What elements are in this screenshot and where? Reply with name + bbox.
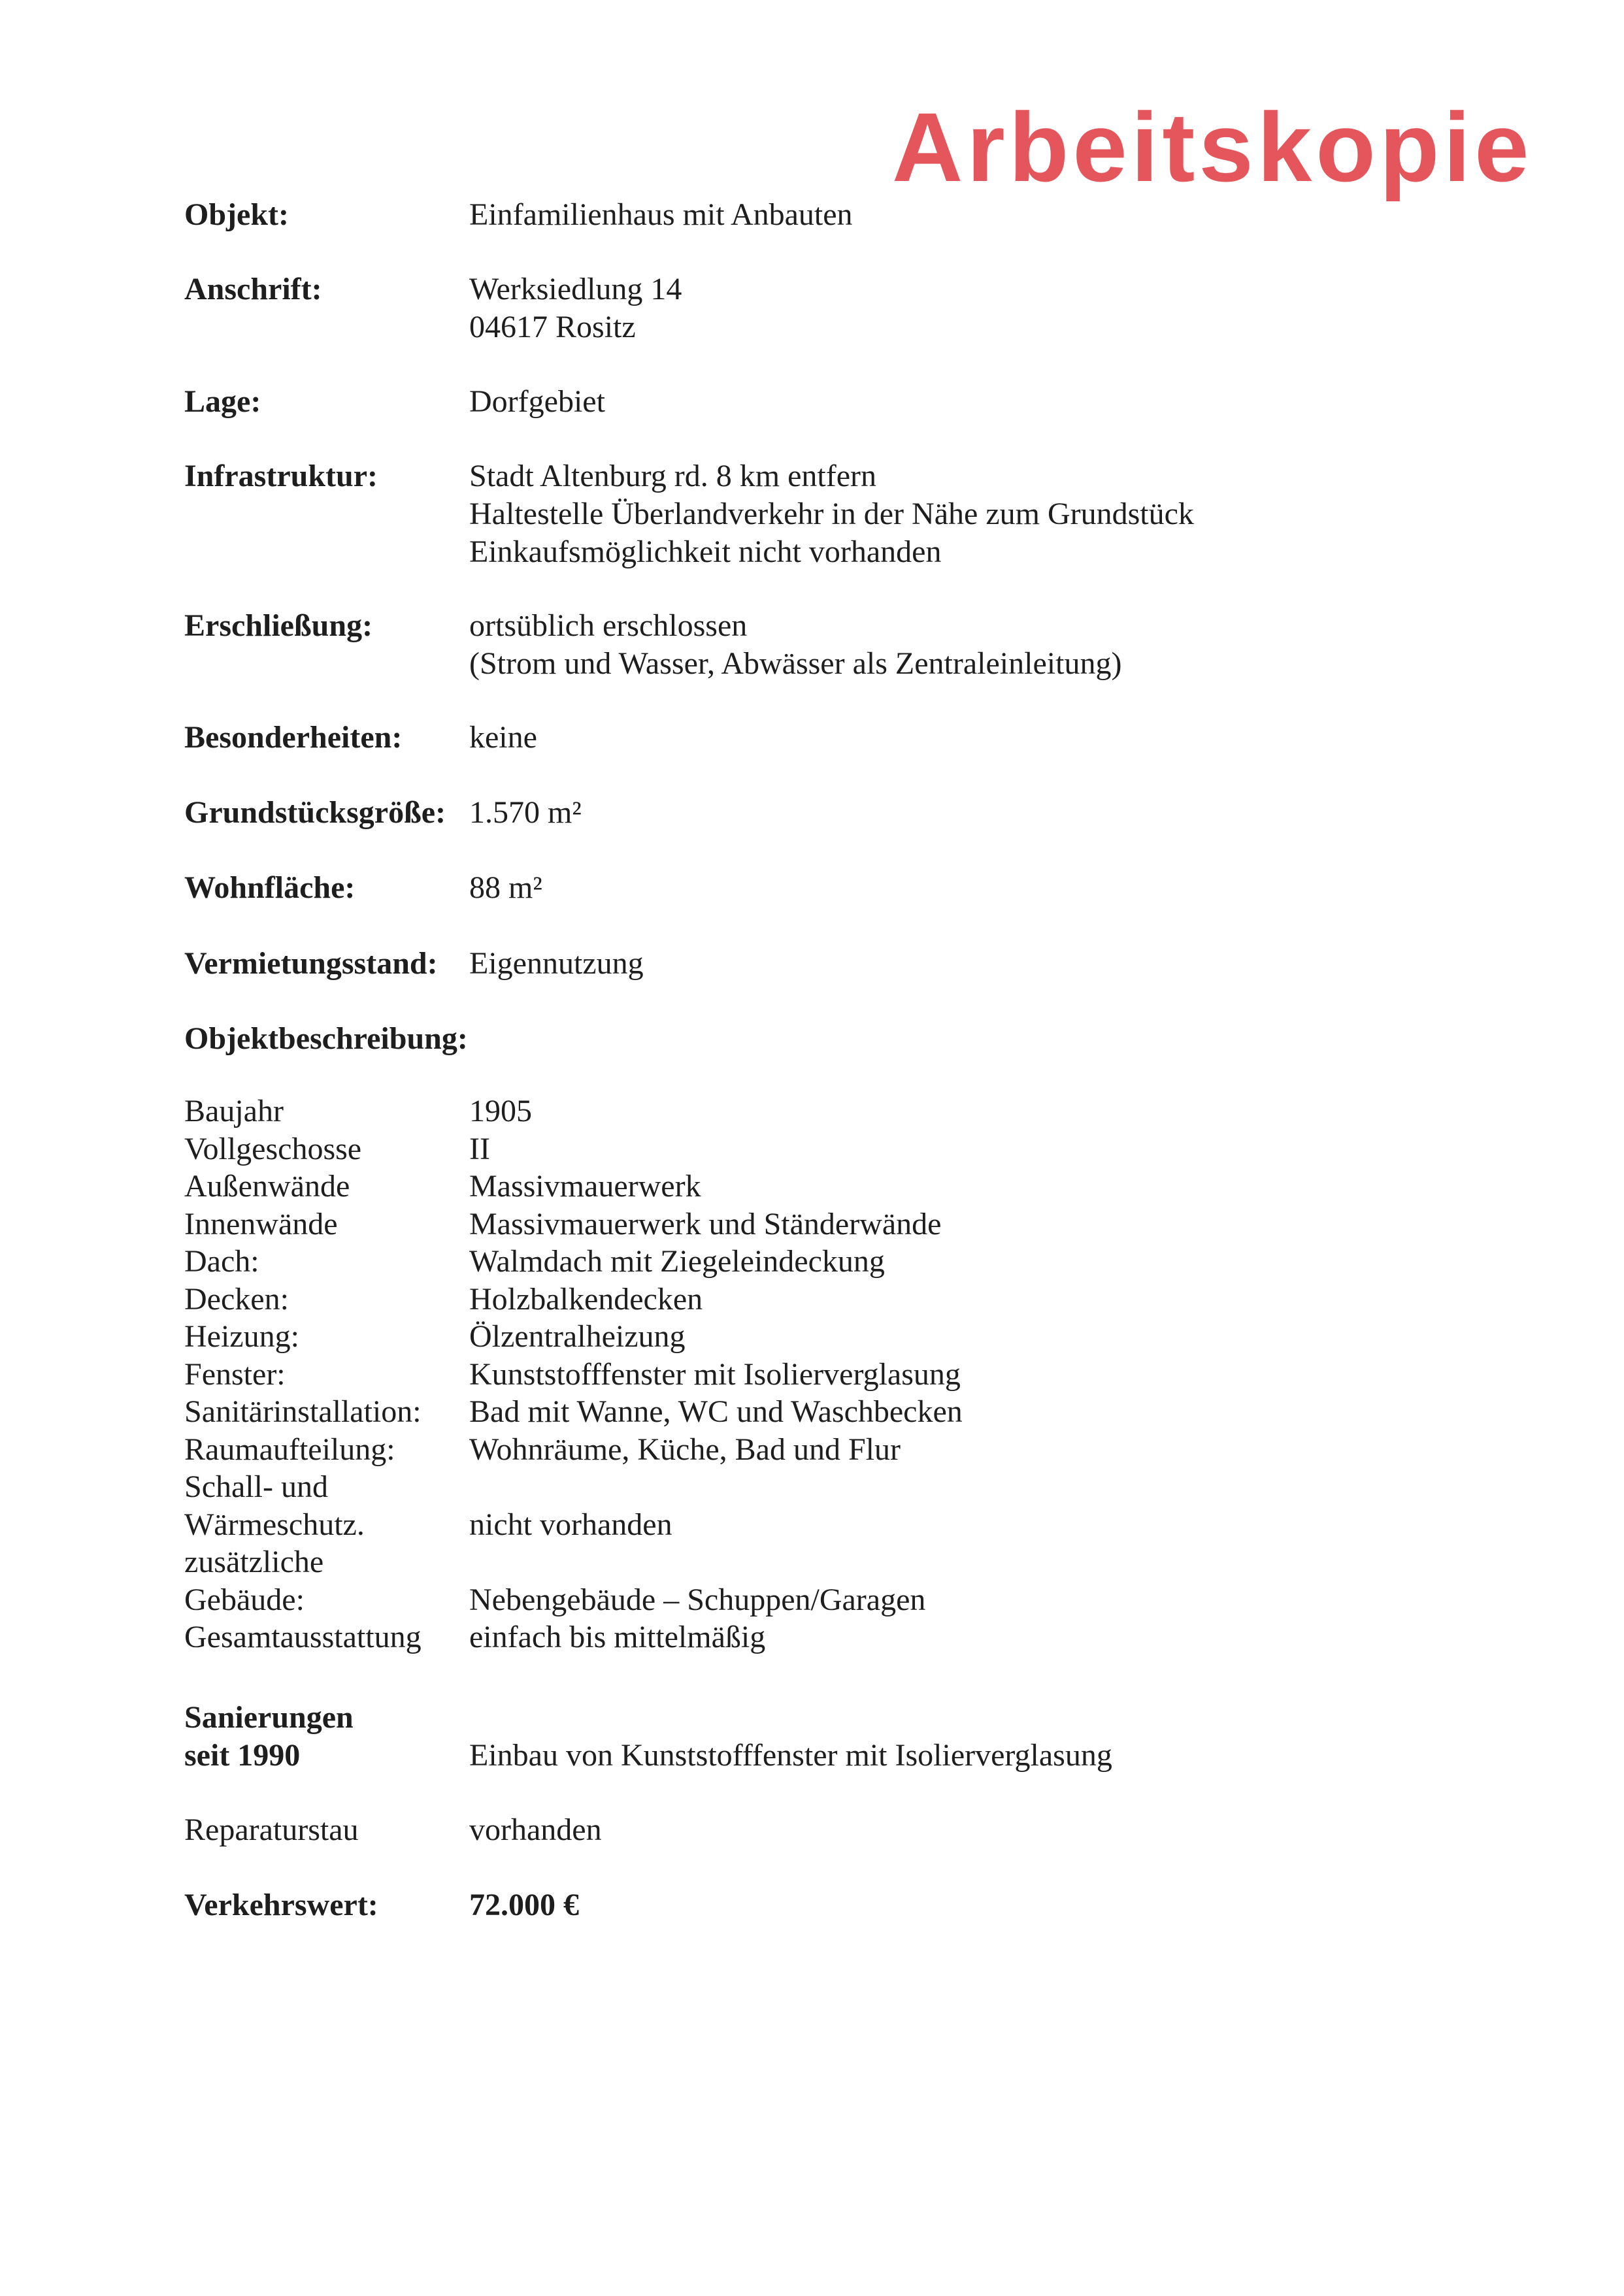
value-line: vorhanden xyxy=(469,1812,602,1847)
value-line: Haltestelle Überlandverkehr in der Nähe zum Grundstück xyxy=(469,497,1194,531)
item-value: 1905 xyxy=(469,1094,532,1128)
label-line: Sanierungen xyxy=(184,1700,354,1735)
field-label: Lage: xyxy=(184,384,261,419)
value-line: Eigennutzung xyxy=(469,946,644,981)
field-label: Infrastruktur: xyxy=(184,459,378,493)
item-label: Vollgeschosse xyxy=(184,1131,362,1166)
item-label: Decken: xyxy=(184,1281,289,1317)
field-value xyxy=(469,196,853,234)
field-label xyxy=(184,1699,354,1775)
value-line: 1.570 m² xyxy=(469,795,582,830)
value-line: Einkaufsmöglichkeit nicht vorhanden xyxy=(469,534,942,569)
value-line: 88 m² xyxy=(469,870,542,905)
value-line: Dorfgebiet xyxy=(469,384,605,419)
item-label: Heizung: xyxy=(184,1319,299,1354)
field-value xyxy=(469,271,682,346)
value-line: (Strom und Wasser, Abwässer als Zentraleinleitung) xyxy=(469,646,1122,681)
item-label: Sanitärinstallation: xyxy=(184,1394,422,1429)
item-value: II xyxy=(469,1131,490,1166)
item-value: Bad mit Wanne, WC und Waschbecken xyxy=(469,1394,963,1429)
field-label: Wohnfläche: xyxy=(184,870,356,905)
field-label: Erschließung: xyxy=(184,608,373,643)
item-label: Innenwände xyxy=(184,1206,338,1241)
field-label: Anschrift: xyxy=(184,272,322,306)
item-label: Schall- und xyxy=(184,1469,328,1504)
field-value xyxy=(469,719,537,757)
value-line: keine xyxy=(469,720,537,755)
field-value xyxy=(469,794,582,832)
value-line: 04617 Rositz xyxy=(469,310,636,344)
value-line: Stadt Altenburg rd. 8 km entfern xyxy=(469,459,877,493)
field-value xyxy=(469,457,1194,571)
item-label: Raumaufteilung: xyxy=(184,1432,395,1467)
item-label: Außenwände xyxy=(184,1169,350,1204)
field-label: Vermietungsstand: xyxy=(184,946,438,981)
item-value: Massivmauerwerk und Ständerwände xyxy=(469,1206,942,1241)
item-label: Fenster: xyxy=(184,1356,286,1392)
field-label: Reparaturstau xyxy=(184,1812,359,1847)
field-label: Besonderheiten: xyxy=(184,720,403,755)
value-line: Werksiedlung 14 xyxy=(469,272,682,306)
item-value: Massivmauerwerk xyxy=(469,1169,701,1204)
field-value xyxy=(469,383,605,421)
item-label: zusätzliche xyxy=(184,1545,324,1579)
item-label: Gebäude: xyxy=(184,1582,305,1617)
field-label: Grundstücksgröße: xyxy=(184,795,446,830)
item-label: Dach: xyxy=(184,1244,259,1279)
field-label: Objekt: xyxy=(184,197,289,232)
item-label: Baujahr xyxy=(184,1094,284,1128)
item-label: Wärmeschutz. xyxy=(184,1507,365,1542)
field-value xyxy=(469,1737,1112,1775)
value-line: 72.000 € xyxy=(469,1888,579,1922)
item-value: Walmdach mit Ziegeleindeckung xyxy=(469,1244,885,1279)
field-label: Verkehrswert: xyxy=(184,1888,378,1922)
item-value: einfach bis mittelmäßig xyxy=(469,1620,766,1654)
item-value: Nebengebäude – Schuppen/Garagen xyxy=(469,1582,926,1617)
field-value xyxy=(469,607,1121,683)
field-value xyxy=(469,1886,579,1924)
value-line: Einbau von Kunststofffenster mit Isolierverglasung xyxy=(469,1738,1112,1773)
label-line: seit 1990 xyxy=(184,1738,301,1773)
value-line: Einfamilienhaus mit Anbauten xyxy=(469,197,853,232)
section-title-objektbeschreibung: Objektbeschreibung: xyxy=(184,1021,468,1056)
item-value: Ölzentralheizung xyxy=(469,1319,686,1354)
item-value: Holzbalkendecken xyxy=(469,1281,703,1317)
arbeitskopie-stamp: Arbeitskopie xyxy=(892,92,1533,202)
field-value xyxy=(469,869,542,907)
field-value xyxy=(469,945,644,983)
item-value: Kunststofffenster mit Isolierverglasung xyxy=(469,1356,961,1392)
item-label: Gesamtausstattung xyxy=(184,1620,422,1654)
item-value: Wohnräume, Küche, Bad und Flur xyxy=(469,1432,901,1467)
value-line: ortsüblich erschlossen xyxy=(469,608,748,643)
item-value: nicht vorhanden xyxy=(469,1507,672,1542)
field-value xyxy=(469,1811,602,1849)
